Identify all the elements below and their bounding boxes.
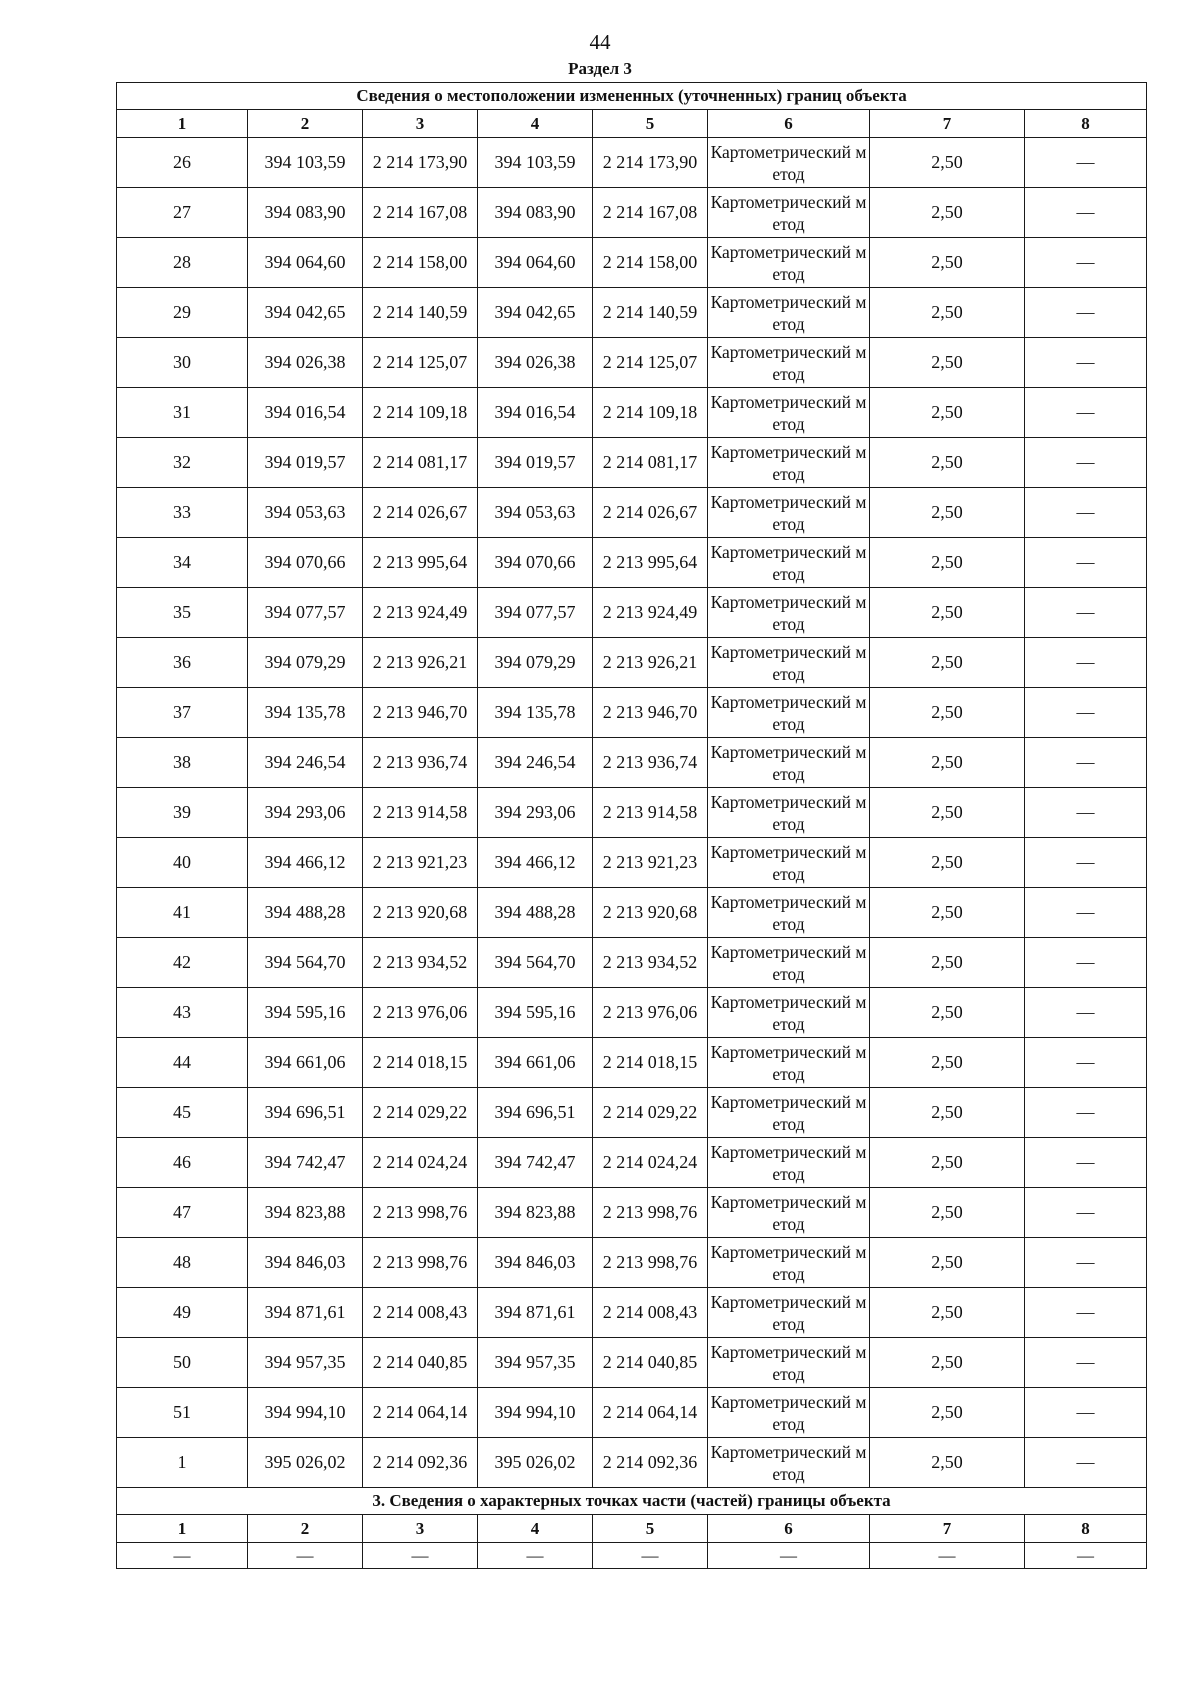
table-cell: 394 103,59	[478, 138, 593, 188]
table-cell: 394 466,12	[478, 838, 593, 888]
table-cell: 39	[117, 788, 248, 838]
table-cell: 37	[117, 688, 248, 738]
table-cell: 2 213 995,64	[593, 538, 708, 588]
table-row	[117, 1338, 1147, 1388]
column-number-cell: 2	[248, 110, 363, 138]
table-cell: 2,50	[870, 288, 1025, 338]
table-cell: Картометрический метод	[708, 238, 870, 288]
table-cell: —	[1025, 688, 1147, 738]
table-cell: 2 214 167,08	[593, 188, 708, 238]
table-cell: 2 213 914,58	[593, 788, 708, 838]
table-cell: 2,50	[870, 1038, 1025, 1088]
table-cell: Картометрический метод	[708, 738, 870, 788]
table-cell: 26	[117, 138, 248, 188]
table-cell: 2 214 109,18	[593, 388, 708, 438]
table-cell: —	[117, 1543, 248, 1569]
table-cell: Картометрический метод	[708, 788, 870, 838]
table-cell: —	[1025, 238, 1147, 288]
table-cell: 2 214 029,22	[593, 1088, 708, 1138]
table-cell: 2 213 926,21	[593, 638, 708, 688]
table-cell: 2 214 026,67	[593, 488, 708, 538]
table-cell: 50	[117, 1338, 248, 1388]
table-cell: 394 103,59	[248, 138, 363, 188]
table-row	[117, 288, 1147, 338]
table-cell: 2,50	[870, 1338, 1025, 1388]
column-number-cell: 4	[478, 1515, 593, 1543]
table-cell: 394 661,06	[248, 1038, 363, 1088]
table-cell: 1	[117, 1438, 248, 1488]
table-cell: 2 213 998,76	[363, 1238, 478, 1288]
table-cell: 2,50	[870, 938, 1025, 988]
table-cell: 2 213 946,70	[363, 688, 478, 738]
table-cell: —	[1025, 1288, 1147, 1338]
table-cell: 394 595,16	[248, 988, 363, 1038]
column-number-cell: 6	[708, 110, 870, 138]
column-number-cell: 8	[1025, 1515, 1147, 1543]
table-cell: 2 214 064,14	[593, 1388, 708, 1438]
subsection-column-number-row	[117, 1515, 1147, 1543]
table-row	[117, 1543, 1147, 1569]
table-cell: 2 214 125,07	[363, 338, 478, 388]
table-cell: 395 026,02	[478, 1438, 593, 1488]
table-cell: 394 823,88	[248, 1188, 363, 1238]
table-cell: 2,50	[870, 388, 1025, 438]
table-cell: 2 213 998,76	[363, 1188, 478, 1238]
table-cell: Картометрический метод	[708, 838, 870, 888]
table-cell: 29	[117, 288, 248, 338]
table-cell: 394 661,06	[478, 1038, 593, 1088]
table-cell: 394 823,88	[478, 1188, 593, 1238]
table-cell: 2 213 946,70	[593, 688, 708, 738]
table-cell: —	[1025, 488, 1147, 538]
table-cell: 394 042,65	[248, 288, 363, 338]
table-cell: Картометрический метод	[708, 188, 870, 238]
table-cell: —	[478, 1543, 593, 1569]
column-number-cell: 5	[593, 1515, 708, 1543]
table-cell: 2 213 926,21	[363, 638, 478, 688]
table-cell: 2 214 109,18	[363, 388, 478, 438]
table-cell: 394 871,61	[478, 1288, 593, 1338]
table-row	[117, 1088, 1147, 1138]
table-cell: 395 026,02	[248, 1438, 363, 1488]
table-row	[117, 138, 1147, 188]
table-cell: 2 213 914,58	[363, 788, 478, 838]
table-cell: —	[1025, 388, 1147, 438]
table-cell: 2 214 092,36	[593, 1438, 708, 1488]
table-cell: 35	[117, 588, 248, 638]
table-cell: 394 079,29	[248, 638, 363, 688]
table-cell: 2 214 173,90	[363, 138, 478, 188]
table-cell: 394 064,60	[478, 238, 593, 288]
table-cell: —	[1025, 1388, 1147, 1438]
table-cell: 2 213 921,23	[593, 838, 708, 888]
table-cell: 2,50	[870, 138, 1025, 188]
table-cell: 2 214 018,15	[593, 1038, 708, 1088]
table-cell: 2 214 040,85	[593, 1338, 708, 1388]
table-cell: 2 214 140,59	[363, 288, 478, 338]
table-cell: Картометрический метод	[708, 538, 870, 588]
table-cell: 2 214 040,85	[363, 1338, 478, 1388]
table-cell: 2 214 173,90	[593, 138, 708, 188]
table-cell: —	[1025, 888, 1147, 938]
table-cell: 2,50	[870, 438, 1025, 488]
table-title-row	[117, 83, 1147, 110]
table-row	[117, 188, 1147, 238]
table-cell: 394 053,63	[248, 488, 363, 538]
table-cell: —	[1025, 188, 1147, 238]
table-cell: Картометрический метод	[708, 288, 870, 338]
table-cell: 394 053,63	[478, 488, 593, 538]
table-cell: 2 214 008,43	[363, 1288, 478, 1338]
table-cell: Картометрический метод	[708, 988, 870, 1038]
table-cell: 33	[117, 488, 248, 538]
table-cell: 394 957,35	[248, 1338, 363, 1388]
table-cell: —	[1025, 1088, 1147, 1138]
table-cell: —	[1025, 1138, 1147, 1188]
table-cell: —	[1025, 288, 1147, 338]
table-cell: 2 213 924,49	[593, 588, 708, 638]
column-number-cell: 2	[248, 1515, 363, 1543]
table-row	[117, 988, 1147, 1038]
table-cell: 2 214 081,17	[593, 438, 708, 488]
table-cell: —	[248, 1543, 363, 1569]
table-cell: 2 213 934,52	[363, 938, 478, 988]
table-row	[117, 1388, 1147, 1438]
table-row	[117, 588, 1147, 638]
table-cell: 2 214 125,07	[593, 338, 708, 388]
table-cell: 30	[117, 338, 248, 388]
table-cell: —	[1025, 138, 1147, 188]
column-number-cell: 7	[870, 110, 1025, 138]
table-cell: Картометрический метод	[708, 1288, 870, 1338]
table-cell: Картометрический метод	[708, 1238, 870, 1288]
table-cell: —	[1025, 1543, 1147, 1569]
table-cell: —	[1025, 338, 1147, 388]
table-cell: —	[870, 1543, 1025, 1569]
table-cell: 2,50	[870, 538, 1025, 588]
table-cell: 394 742,47	[478, 1138, 593, 1188]
table-row	[117, 388, 1147, 438]
table-cell: —	[593, 1543, 708, 1569]
table-cell: 394 026,38	[478, 338, 593, 388]
table-cell: 2 213 920,68	[363, 888, 478, 938]
table-row	[117, 1438, 1147, 1488]
section-title: Раздел 3	[568, 59, 632, 78]
table-cell: —	[708, 1543, 870, 1569]
table-cell: 2 214 167,08	[363, 188, 478, 238]
table-cell: 394 016,54	[248, 388, 363, 438]
table-cell: 394 083,90	[478, 188, 593, 238]
table-cell: 394 064,60	[248, 238, 363, 288]
table-cell: 394 564,70	[248, 938, 363, 988]
table-cell: 2 214 140,59	[593, 288, 708, 338]
table-cell: Картометрический метод	[708, 388, 870, 438]
table-cell: 2,50	[870, 988, 1025, 1038]
table-cell: 394 488,28	[248, 888, 363, 938]
table-row	[117, 688, 1147, 738]
table-cell: 28	[117, 238, 248, 288]
table-cell: 2 213 934,52	[593, 938, 708, 988]
column-number-cell: 8	[1025, 110, 1147, 138]
column-number-cell: 5	[593, 110, 708, 138]
subsection-title-row	[117, 1488, 1147, 1515]
table-cell: 394 019,57	[478, 438, 593, 488]
boundary-table	[116, 82, 1147, 1569]
table-cell: —	[1025, 1238, 1147, 1288]
table-cell: Картометрический метод	[708, 638, 870, 688]
table-cell: 394 696,51	[248, 1088, 363, 1138]
table-row	[117, 338, 1147, 388]
table-cell: Картометрический метод	[708, 1438, 870, 1488]
page-number: 44	[589, 30, 611, 54]
table-cell: Картометрический метод	[708, 1138, 870, 1188]
table-cell: 2,50	[870, 738, 1025, 788]
table-cell: 40	[117, 838, 248, 888]
table-cell: 38	[117, 738, 248, 788]
table-cell: 2 213 936,74	[593, 738, 708, 788]
column-number-cell: 3	[363, 110, 478, 138]
table-row	[117, 438, 1147, 488]
table-cell: —	[1025, 788, 1147, 838]
table-cell: 51	[117, 1388, 248, 1438]
table-body	[117, 83, 1147, 1569]
table-cell: 394 019,57	[248, 438, 363, 488]
table-cell: Картометрический метод	[708, 1338, 870, 1388]
table-cell: 394 077,57	[478, 588, 593, 638]
table-cell: —	[1025, 438, 1147, 488]
table-cell: 394 042,65	[478, 288, 593, 338]
table-cell: 2,50	[870, 1438, 1025, 1488]
table-cell: 2,50	[870, 1188, 1025, 1238]
table-row	[117, 1038, 1147, 1088]
table-cell: 394 246,54	[478, 738, 593, 788]
table-cell: 394 077,57	[248, 588, 363, 638]
table-cell: Картометрический метод	[708, 1038, 870, 1088]
table-cell: Картометрический метод	[708, 588, 870, 638]
column-number-cell: 1	[117, 110, 248, 138]
table-cell: 2 214 024,24	[593, 1138, 708, 1188]
table-cell: 27	[117, 188, 248, 238]
table-cell: 36	[117, 638, 248, 688]
table-cell: Картометрический метод	[708, 1188, 870, 1238]
table-row	[117, 1188, 1147, 1238]
column-number-cell: 1	[117, 1515, 248, 1543]
table-cell: 2 213 995,64	[363, 538, 478, 588]
table-cell: 394 846,03	[478, 1238, 593, 1288]
table-cell: 2 213 976,06	[363, 988, 478, 1038]
table-cell: 2 214 024,24	[363, 1138, 478, 1188]
table-cell: 394 083,90	[248, 188, 363, 238]
table-cell: 2,50	[870, 588, 1025, 638]
table-cell: 2,50	[870, 488, 1025, 538]
table-cell: 46	[117, 1138, 248, 1188]
column-number-cell: 3	[363, 1515, 478, 1543]
table-cell: Картометрический метод	[708, 138, 870, 188]
table-row	[117, 1138, 1147, 1188]
table-cell: —	[1025, 838, 1147, 888]
table-row	[117, 888, 1147, 938]
table-cell: Картометрический метод	[708, 888, 870, 938]
table-cell: 2 214 029,22	[363, 1088, 478, 1138]
table-cell: —	[1025, 738, 1147, 788]
table-cell: 2 213 921,23	[363, 838, 478, 888]
table-cell: 2,50	[870, 638, 1025, 688]
table-cell: 49	[117, 1288, 248, 1338]
table-cell: 394 696,51	[478, 1088, 593, 1138]
table-cell: 2 213 998,76	[593, 1238, 708, 1288]
table-cell: —	[1025, 988, 1147, 1038]
table-cell: 2,50	[870, 838, 1025, 888]
table-cell: Картометрический метод	[708, 338, 870, 388]
table-cell: 34	[117, 538, 248, 588]
table-cell: 2,50	[870, 1138, 1025, 1188]
table-cell: —	[1025, 1038, 1147, 1088]
table-row	[117, 938, 1147, 988]
table-cell: 2 213 924,49	[363, 588, 478, 638]
table-cell: Картометрический метод	[708, 938, 870, 988]
table-cell: —	[1025, 588, 1147, 638]
table-cell: 394 293,06	[478, 788, 593, 838]
table-cell: 394 957,35	[478, 1338, 593, 1388]
table-cell: 41	[117, 888, 248, 938]
table-row	[117, 1288, 1147, 1338]
table-cell: 2,50	[870, 338, 1025, 388]
table-cell: 2,50	[870, 1388, 1025, 1438]
table-cell: —	[1025, 638, 1147, 688]
column-number-cell: 6	[708, 1515, 870, 1543]
table-row	[117, 638, 1147, 688]
table-cell: Картометрический метод	[708, 1088, 870, 1138]
table-cell: 48	[117, 1238, 248, 1288]
table-cell: 2,50	[870, 788, 1025, 838]
table-cell: 2,50	[870, 188, 1025, 238]
table-cell: 2 214 092,36	[363, 1438, 478, 1488]
table-cell: 2,50	[870, 1238, 1025, 1288]
column-number-cell: 7	[870, 1515, 1025, 1543]
table-cell: Картометрический метод	[708, 438, 870, 488]
table-cell: 32	[117, 438, 248, 488]
table-cell: 394 994,10	[248, 1388, 363, 1438]
table-cell: 2 213 920,68	[593, 888, 708, 938]
table-cell: 45	[117, 1088, 248, 1138]
table-cell: 2,50	[870, 238, 1025, 288]
table-cell: 2,50	[870, 888, 1025, 938]
table-cell: 394 871,61	[248, 1288, 363, 1338]
table-row	[117, 488, 1147, 538]
table-cell: 394 135,78	[248, 688, 363, 738]
table-row	[117, 788, 1147, 838]
table-cell: 2,50	[870, 1088, 1025, 1138]
table-cell: 394 846,03	[248, 1238, 363, 1288]
table-row	[117, 538, 1147, 588]
table-row	[117, 238, 1147, 288]
table-cell: 2 214 064,14	[363, 1388, 478, 1438]
table-cell: 394 070,66	[478, 538, 593, 588]
table-cell: 43	[117, 988, 248, 1038]
table-cell: —	[363, 1543, 478, 1569]
table-cell: 2 214 158,00	[363, 238, 478, 288]
table-cell: 2 214 158,00	[593, 238, 708, 288]
table-row	[117, 738, 1147, 788]
table-cell: Картометрический метод	[708, 488, 870, 538]
table-cell: 2 213 936,74	[363, 738, 478, 788]
table-cell: 31	[117, 388, 248, 438]
table-cell: 394 564,70	[478, 938, 593, 988]
table-cell: —	[1025, 1188, 1147, 1238]
table-cell: 394 026,38	[248, 338, 363, 388]
table-cell: —	[1025, 538, 1147, 588]
table-cell: 2 214 018,15	[363, 1038, 478, 1088]
table-cell: 47	[117, 1188, 248, 1238]
table-cell: 2 214 081,17	[363, 438, 478, 488]
table-cell: 394 742,47	[248, 1138, 363, 1188]
table-cell: 2,50	[870, 1288, 1025, 1338]
table-row	[117, 838, 1147, 888]
table-cell: 394 994,10	[478, 1388, 593, 1438]
table-cell: Картометрический метод	[708, 688, 870, 738]
table-cell: —	[1025, 1438, 1147, 1488]
table-cell: 394 070,66	[248, 538, 363, 588]
table-cell: 2 213 998,76	[593, 1188, 708, 1238]
column-number-row	[117, 110, 1147, 138]
table-cell: 394 488,28	[478, 888, 593, 938]
table-cell: 2 213 976,06	[593, 988, 708, 1038]
table-cell: 44	[117, 1038, 248, 1088]
table-row	[117, 1238, 1147, 1288]
column-number-cell: 4	[478, 110, 593, 138]
table-cell: 394 595,16	[478, 988, 593, 1038]
subsection-title: 3. Сведения о характерных точках части (частей) границы объекта	[117, 1488, 1147, 1515]
table-cell: 394 079,29	[478, 638, 593, 688]
table-cell: 394 246,54	[248, 738, 363, 788]
table-cell: 394 135,78	[478, 688, 593, 738]
table-title: Сведения о местоположении измененных (уточненных) границ объекта	[117, 83, 1147, 110]
table-cell: 394 016,54	[478, 388, 593, 438]
table-cell: 394 293,06	[248, 788, 363, 838]
table-cell: —	[1025, 1338, 1147, 1388]
table-cell: 394 466,12	[248, 838, 363, 888]
table-cell: 2 214 026,67	[363, 488, 478, 538]
table-cell: Картометрический метод	[708, 1388, 870, 1438]
table-cell: 2 214 008,43	[593, 1288, 708, 1338]
table-cell: —	[1025, 938, 1147, 988]
table-cell: 42	[117, 938, 248, 988]
table-cell: 2,50	[870, 688, 1025, 738]
